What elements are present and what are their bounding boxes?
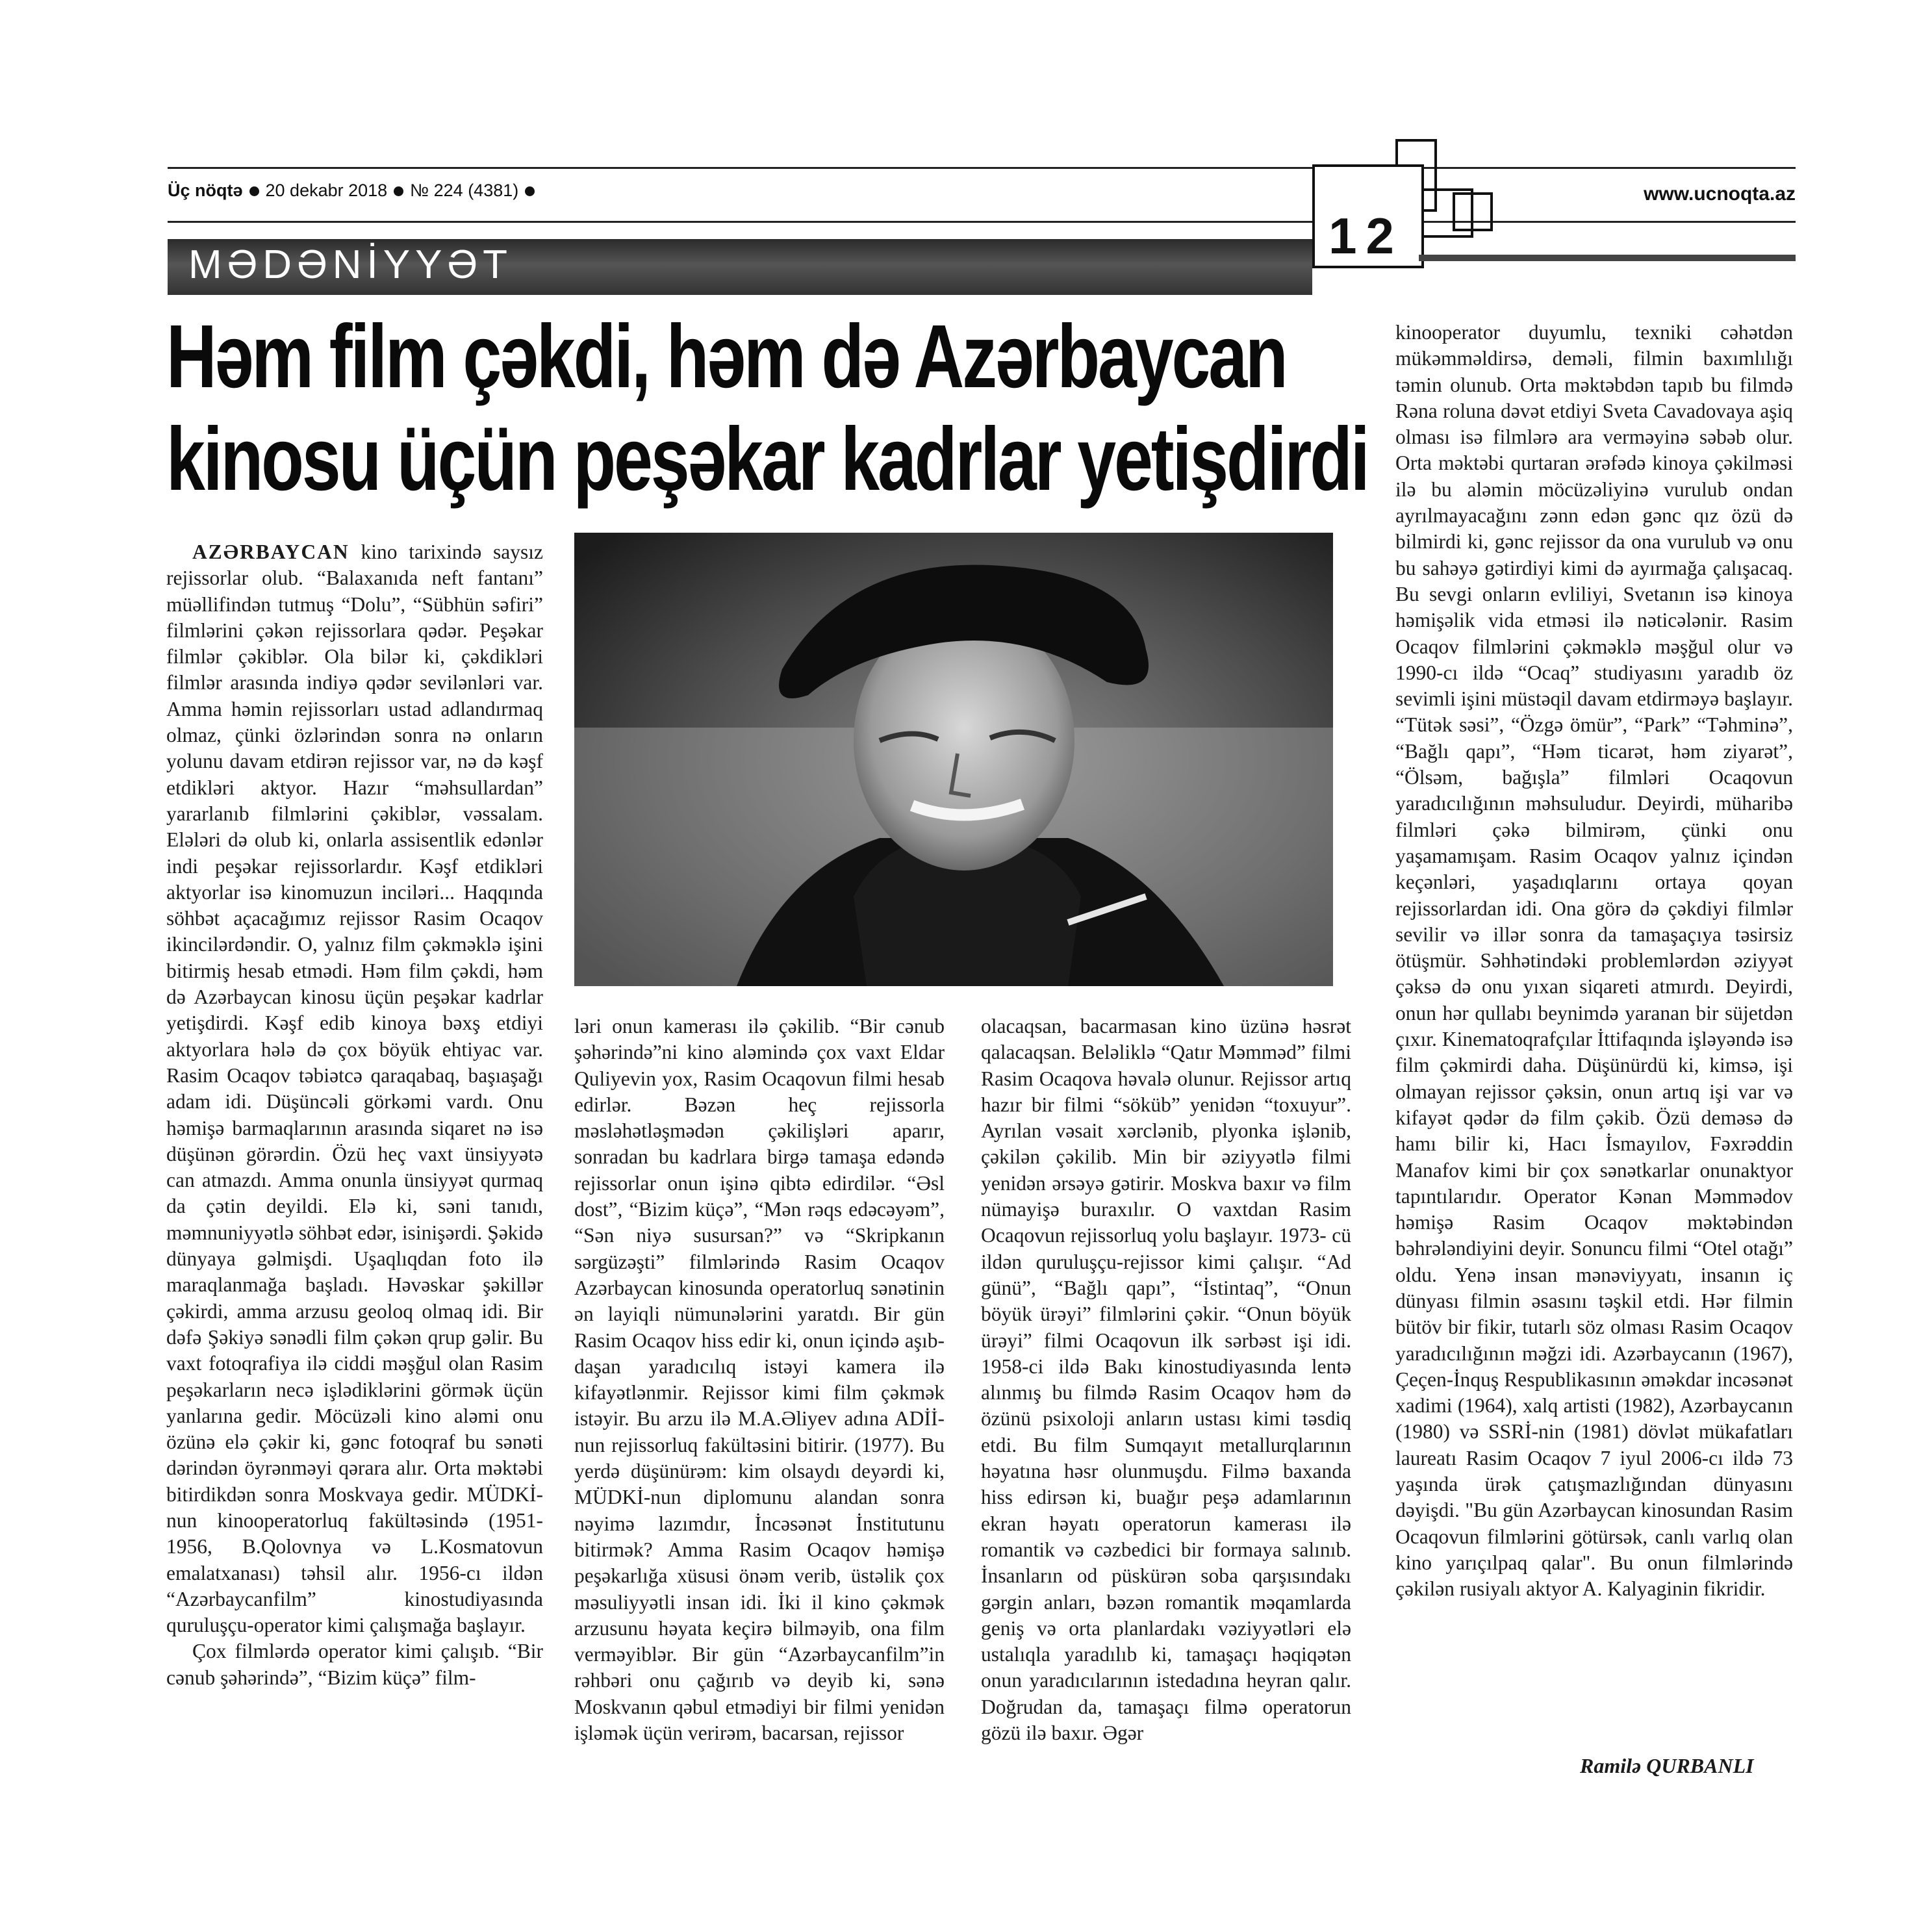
author-signature: Ramilə QURBANLI <box>1580 1754 1754 1777</box>
column1-paragraph-2: Çox filmlərdə operator kimi çalışıb. “Bir cənub şəhərində”, “Bizim küçə” film- <box>166 1640 543 1689</box>
column3-text: olacaqsan, bacarmasan kino üzünə həsrət qalacaqsan. Beləliklə “Qatır Məmməd” filmi Rasim Ocaqova həvalə olunur. Rejissor artıq hazır bir filmi “söküb” yenidən “toxuyur”. Ayrılan vəsait xərclənib, plyonka işlənib, çəkilən çəkilib. Min bir əziyyətlə filmi yenidən ərsəyə gətirir. Moskva baxır və film nümayişə buraxılır. O vaxtdan Rasim Ocaqovun rejissorluq yolu başlayır. 1973- cü ildən quruluşçu-rejissor kimi çalışır. “Ad günü”, “Bağlı qapı”, “İstintaq”, “Onun böyük ürəyi” filmlərini çəkir. “Onun böyük ürəyi” filmi Ocaqovun ilk sərbəst işi idi. 1958-ci ildə Bakı kinostudiyasında lentə alınmış bu filmdə Rasim Ocaqov həm də özünü psixoloji anların ustası kimi təsdiq etdi. Bu film Sumqayıt metallurqlarının həyatına həsr olunmuşdu. Filmə baxanda hiss edirsən ki, buağır peşə adamlarının ekran həyatı operatorun kamerası ilə romantik və cəzbedici bir formaya salınıb. İnsanların od püskürən soba qarşısındakı gərgin anları, bəzən romantik məqamlarda geniş və orta planlardakı vəziyyətləri elə ustalıqla yaradılıb ki, tamaşaçı həqiqətən onun yaradıcılarının istedadına heyran qalır. Doğrudan da, tamaşaçı filmə operatorun gözü ilə baxır. Əgər <box>981 1015 1351 1745</box>
headline-line-2: kinosu üçün peşəkar kadrlar yetişdirdi <box>166 409 1368 509</box>
issue-number: № 224 (4381) <box>410 181 519 200</box>
bullet-icon <box>394 186 403 196</box>
website-url: www.ucnoqta.az <box>1644 183 1796 205</box>
section-banner-extension <box>1419 255 1796 261</box>
portrait-illustration <box>574 533 1333 986</box>
section-label: MƏDƏNİYYƏT <box>188 242 513 287</box>
article-column-4 <box>1395 320 1793 1603</box>
article-column-2 <box>574 1013 945 1746</box>
column1-paragraph-1 <box>166 539 543 1638</box>
page-number: 12 <box>1328 207 1403 264</box>
lead-word: AZƏRBAYCAN <box>192 540 350 563</box>
portrait-photo <box>574 533 1333 986</box>
issue-date: 20 dekabr 2018 <box>265 181 388 200</box>
column2-text: ləri onun kamerası ilə çəkilib. “Bir cənub şəhərində”ni kino aləmində çox vaxt Eldar Quliyevin yox, Rasim Ocaqovun filmi hesab edirlər. Bəzən heç rejissorla məsləhətləşmədən çəkilişləri aparır, sonradan bu kadrlara birgə tamaşa edəndə rejissorlar onun işinə qibtə edirdilər. “Əsl dost”, “Bizim küçə”, “Mən rəqs edəcəyəm”, “Sən niyə susursan?” və “Skripkanın sərgüzəşti” filmlərində Rasim Ocaqov Azərbaycan kinosunda operatorluq sənətinin ən layiqli nümunələrini yaratdı. Bir gün Rasim Ocaqov hiss edir ki, onun içində aşıb-daşan yaradıcılıq istəyi kamera ilə kifayətlənmir. Rejissor kimi film çəkmək istəyir. Bu arzu ilə M.A.Əliyev adına ADİİ-nun rejissorluq fakültəsini bitirir. (1977). Bu yerdə düşünürəm: kim olsaydı deyərdi ki, MÜDKİ-nun diplomunu alandan sonra nəyimə lazımdır, İncəsənət İnstitutunu bitirmək? Amma Rasim Ocaqov həmişə peşəkarlığa xüsusi önəm verib, üstəlik çox məsuliyyətli insan idi. İki il kino çəkmək arzusunu həyata keçirə bilməyib, ona film verməyiblər. Bir gün “Azərbaycanfilm”in rəhbəri onu çağırıb və deyib ki, sənə Moskvanın qəbul etmədiyi bir filmi yenidən işləmək üçün verirəm, bacarsan, rejissor <box>574 1015 945 1745</box>
masthead-top-rule <box>168 167 1796 169</box>
column1-text: kino tarixində saysız rejissorlar olub. “Balaxanıda neft fantanı” müəllifindən tutmuş “Dolu”, “Sübhün səfiri” filmlərini çəkən rejissorlara qədər. Peşəkar filmlər çəkiblər. Ola bilər ki, çəkdikləri filmlər arasında indiyə qədər sevilənləri var. Amma həmin rejissorları ustad adlandırmaq olmaz, çünki özlərindən sonra nə onların yolunu davam etdirən rejissor var, nə də kəşf etdikləri aktyor. Hazır “məhsullardan” yararlanıb filmlərini çəkiblər, vəssalam. Elələri də olub ki, onlarla assisentlik edənlər indi peşəkar rejissorlardır. Kəşf etdikləri aktyorlar isə kinomuzun inciləri... Haqqında söhbət açacağımız rejissor Rasim Ocaqov ikincilərdəndir. O, yalnız film çəkməklə işini bitirmiş hesab etmədi. Həm film çəkdi, həm də Azərbaycan kinosu üçün peşəkar kadrlar yetişdirdi. Kəşf edib kinoya bəxş etdiyi aktyorlara hələ də çox böyük ehtiyac var. Rasim Ocaqov təbiətcə qaraqabaq, başıaşağı adam idi. Düşüncəli görkəmi vardı. Onu həmişə barmaqlarının arasında siqaret nə isə düşünən görərdin. Özü heç vaxt ünsiyyətə can atmazdı. Amma onunla ünsiyyət qurmaq da çətin deyildi. Elə ki, səni tanıdı, məmnuniyyətlə söhbət edər, isinişərdi. Şəkidə dünyaya gəlmişdi. Uşaqlıqdan foto ilə maraqlanmağa başladı. Həvəskar şəkillər çəkirdi, amma arzusu geoloq olmaq idi. Bir dəfə Şəkiyə sənədli film çəkən qrup gəlir. Bu vaxt fotoqrafiya ilə ciddi məşğul olan Rasim peşəkarların necə işlədiklərini görmək üçün yanlarına gedir. Möcüzəli kino aləmi onu özünə elə çəkir ki, gənc fotoqraf bu sənəti dərindən öyrənməyi qərara alır. Orta məktəbi bitirdikdən sonra Moskvaya gedir. MÜDKİ-nun kinooperatorluq fakültəsində (1951-1956, B.Qolovnya və L.Kosmatovun emalatxanası) təhsil alır. 1956-cı ildən “Azərbaycanfilm” kinostudiyasında quruluşçu-operator kimi çalışmağa başlayır. <box>166 540 543 1637</box>
bullet-icon <box>525 186 535 196</box>
headline-line-1: Həm film çəkdi, həm də Azərbaycan <box>166 307 1286 407</box>
paper-name: Üç nöqtə <box>168 181 243 200</box>
headline <box>166 305 1368 511</box>
masthead-info <box>168 181 541 201</box>
article-column-3 <box>981 1013 1351 1746</box>
masthead-bottom-rule <box>168 221 1312 223</box>
decor-square-small <box>1453 192 1493 231</box>
article-column-1 <box>166 539 543 1691</box>
bullet-icon <box>249 186 259 196</box>
column4-text: kinooperator duyumlu, texniki cəhətdən mükəmməldirsə, deməli, filmin baxımlılığı təmin olunub. Orta məktəbdən tapıb bu filmdə Rəna roluna dəvət etdiyi Sveta Cavadovaya aşiq olması isə filmlərə ara verməyinə səbəb olur. Orta məktəbi qurtaran ərəfədə kinoya çəkilməsi ilə bu aləmin möcüzəliyinə vurulub ondan ayrılmayacağını zənn edən gənc qız özü də bilmirdi ki, gənc rejissor da ona vurulub və onu bu sahəyə gətirdiyi kimi də ayırmağa çalışacaq. Bu sevgi onların evliliyi, Svetanın isə kinoya həmişəlik vida etməsi ilə nəticələnir. Rasim Ocaqov filmlərini çəkməklə məşğul olur və 1990-cı ildə “Ocaq” studiyasını yaradıb öz sevimli işini müstəqil davam etdirməyə başlayır. “Tütək səsi”, “Özgə ömür”, “Park” “Təhminə”, “Bağlı qapı”, “Həm ticarət, həm ziyarət”, “Ölsəm, bağışla” filmləri Ocaqovun yaradıcılığının məhsuludur. Deyirdi, müharibə filmləri çəkə bilmirəm, çünki onu yaşamamışam. Rasim Ocaqov yalnız içindən keçənləri, yaşadıqlarını ortaya qoyan rejissorlardan idi. Ona görə də çəkdiyi filmlər sevilir və illər sonra da tamaşaçıya təsirsiz ötüşmür. Səhhətindəki problemlərdən əziyyət çəksə də onu yıxan siqareti atmırdı. Deyirdi, onun hər qullabı beynimdə yaranan bir süjetdən çıxır. Kinematoqrafçılar İttifaqında işləyəndə isə film çəkmirdi daha. Düşünürdü ki, kimsə, işi olmayan rejissor çəksin, onun artıq işi var və kifayət qədər də film çəkib. Özü deməsə də hamı bilir ki, Hacı İsmayılov, Fəxrəddin Manafov kimi bir çox sənətkarlar onunaktyor tapıntılarıdır. Operator Kənan Məmmədov həmişə Rasim Ocaqov məktəbindən bəhrələndiyini deyir. Sonuncu filmi “Otel otağı” oldu. Yenə insan mənəviyyatı, insanın iç dünyası filmin əsasını təşkil etdi. Hər filmin bütöv bir fikir, tutarlı söz olması Rasim Ocaqov yaradıcılığının məğzi idi. Azərbaycanın (1967), Çeçen-İnquş Respublikasının əməkdar incəsənət xadimi (1964), xalq artisti (1982), Azərbaycanın (1980) və SSRİ-nin (1981) dövlət mükafatları laureatı Rasim Ocaqov 7 iyul 2006-cı ildə 73 yaşında ürək çatışmazlığından dünyasını dəyişdi. "Bu gün Azərbaycan kinosundan Rasim Ocaqovun filmlərini götürsək, canlı varlıq olan kino yarıçılpaq qalar". Bu onun filmlərində çəkilən rusiyalı aktyor A. Kalyaginin fikridir. <box>1395 321 1793 1601</box>
